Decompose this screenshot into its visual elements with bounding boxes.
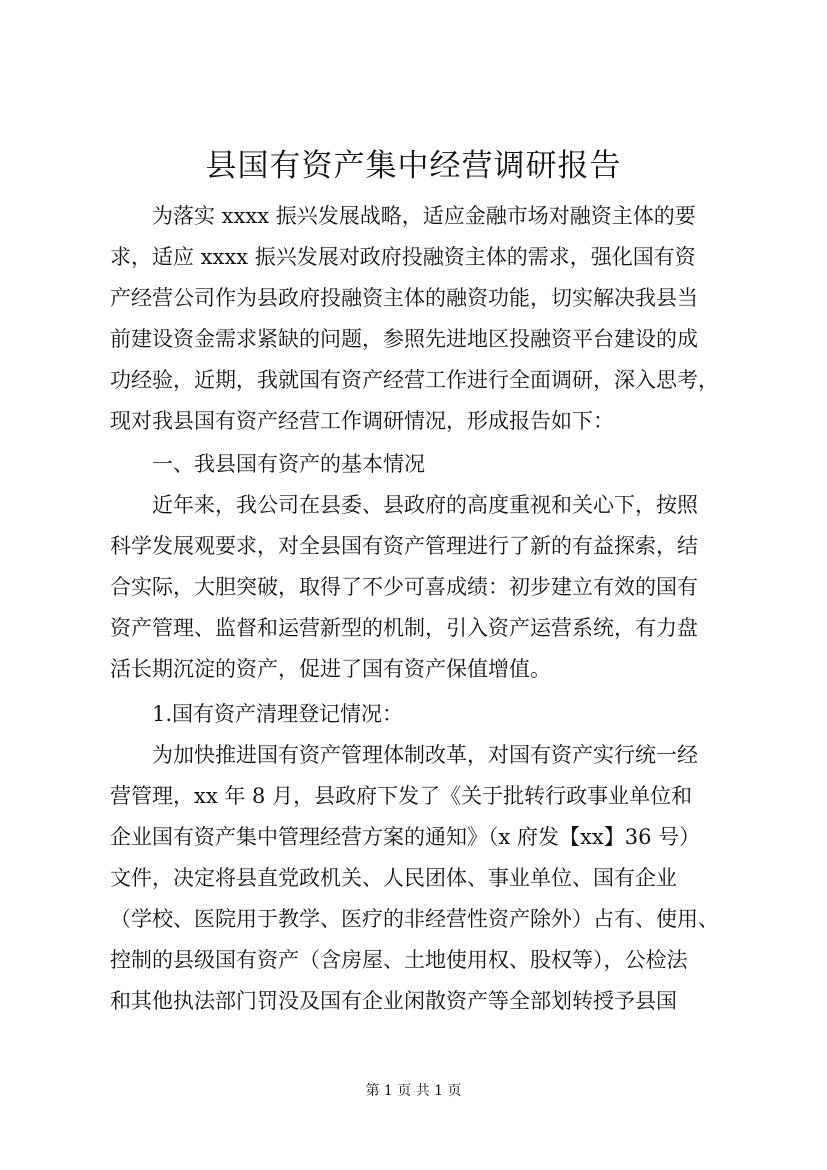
paragraph-line: 控制的县级国有资产（含房屋、土地使用权、股权等），公检法 (110, 948, 688, 972)
section-heading: 一、我县国有资产的基本情况 (152, 452, 425, 476)
paragraph-line: 前建设资金需求紧缺的问题，参照先进地区投融资平台建设的成 (110, 327, 698, 351)
paragraph-line: 为加快推进国有资产管理体制改革，对国有资产实行统一经 (152, 743, 698, 767)
paragraph-line: 产经营公司作为县政府投融资主体的融资功能，切实解决我县当 (110, 286, 698, 310)
paragraph-line: 为落实 xxxx 振兴发展战略，适应金融市场对融资主体的要 (152, 204, 696, 228)
paragraph-line: 营管理，xx 年 8 月，县政府下发了《关于批转行政事业单位和 (110, 784, 693, 808)
paragraph-line: 近年来，我公司在县委、县政府的高度重视和关心下，按照 (152, 493, 698, 517)
paragraph-line: 科学发展观要求，对全县国有资产管理进行了新的有益探索，结 (110, 534, 698, 558)
paragraph-line: 现对我县国有资产经营工作调研情况，形成报告如下： (110, 409, 614, 433)
subsection-heading: 1.国有资产清理登记情况： (152, 702, 404, 726)
paragraph-line: 和其他执法部门罚没及国有企业闲散资产等全部划转授予县国 (110, 989, 677, 1013)
paragraph-line: 活长期沉淀的资产，促进了国有资产保值增值。 (110, 657, 551, 681)
paragraph-line: 文件，决定将县直党政机关、人民团体、事业单位、国有企业 (110, 866, 677, 890)
paragraph-line: 资产管理、监督和运营新型的机制，引入资产运营系统，有力盘 (110, 616, 698, 640)
document-title: 县国有资产集中经营调研报告 (205, 148, 622, 184)
paragraph-line: 求，适应 xxxx 振兴发展对政府投融资主体的需求，强化国有资 (110, 245, 696, 269)
paragraph-line: 合实际，大胆突破，取得了不少可喜成绩：初步建立有效的国有 (110, 575, 698, 599)
paragraph-line: （学校、医院用于教学、医疗的非经营性资产除外）占有、使用、 (110, 907, 719, 931)
paragraph-line: 企业国有资产集中管理经营方案的通知》（x 府发【xx】36 号） (110, 825, 701, 849)
paragraph-line: 功经验，近期，我就国有资产经营工作进行全面调研，深入思考， (110, 368, 719, 392)
page-number-footer: 第 1 页 共 1 页 (365, 1083, 462, 1099)
